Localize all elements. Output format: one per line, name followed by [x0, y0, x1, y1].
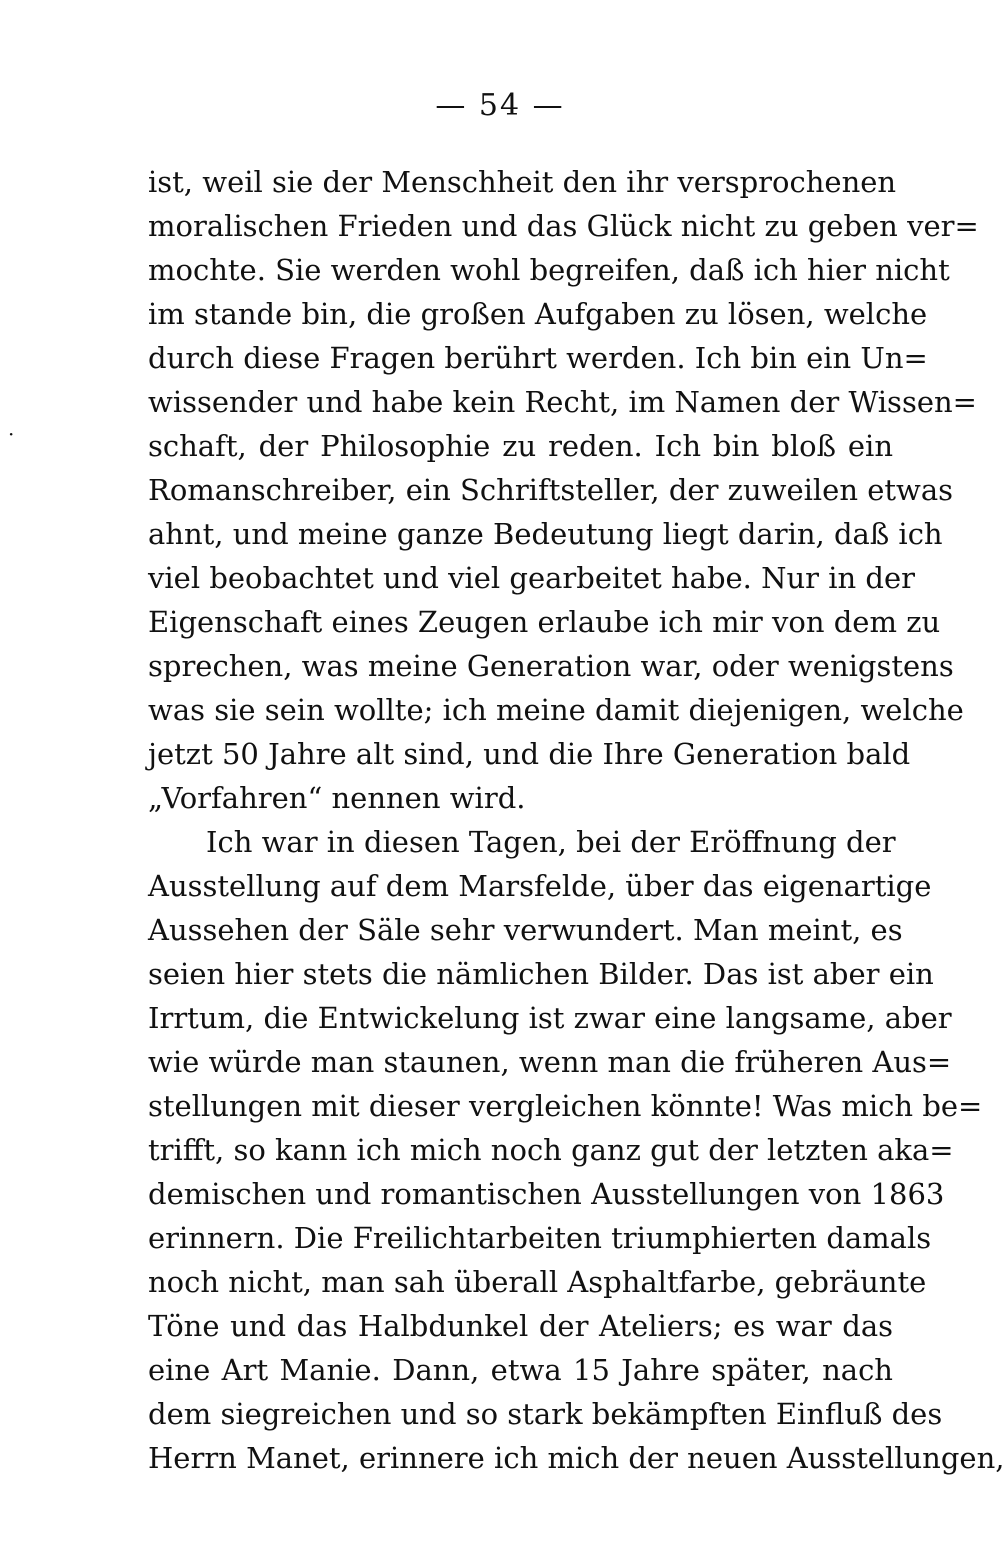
- text-line: noch nicht, man sah überall Asphaltfarbe, gebräunte: [148, 1265, 927, 1299]
- margin-mark: ·: [8, 422, 15, 446]
- text-line: viel beobachtet und viel gearbeitet habe. Nur in der: [148, 561, 915, 595]
- text-line: im stande bin, die großen Aufgaben zu lösen, welche: [148, 297, 928, 331]
- text-line: jetzt 50 Jahre alt sind, und die Ihre Generation bald: [148, 737, 911, 771]
- text-line: trifft, so kann ich mich noch ganz gut der letzten aka=: [148, 1133, 954, 1167]
- text-line: „Vorfahren“ nennen wird.: [148, 781, 526, 815]
- text-line: dem siegreichen und so stark bekämpften Einfluß des: [148, 1397, 943, 1431]
- text-line: Irrtum, die Entwickelung ist zwar eine langsame, aber: [148, 1001, 952, 1035]
- text-line: stellungen mit dieser vergleichen könnte! Was mich be=: [148, 1089, 983, 1123]
- text-line: Ausstellung auf dem Marsfelde, über das eigenartige: [148, 869, 932, 903]
- paragraph-1: [148, 160, 979, 820]
- text-line: Töne und das Halbdunkel der Ateliers; es war das: [148, 1309, 893, 1343]
- text-line: mochte. Sie werden wohl begreifen, daß ich hier nicht: [148, 253, 950, 287]
- text-line: schaft, der Philosophie zu reden. Ich bin bloß ein: [148, 429, 893, 463]
- text-line: Romanschreiber, ein Schriftsteller, der zuweilen etwas: [148, 473, 954, 507]
- text-line: ahnt, und meine ganze Bedeutung liegt darin, daß ich: [148, 517, 943, 551]
- body-text: [148, 160, 1004, 1480]
- text-line: Ich war in diesen Tagen, bei der Eröffnung der: [206, 825, 896, 859]
- text-line: was sie sein wollte; ich meine damit diejenigen, welche: [148, 693, 964, 727]
- page-number: — 54 —: [435, 88, 565, 123]
- text-line: durch diese Fragen berührt werden. Ich bin ein Un=: [148, 341, 928, 375]
- text-line: Eigenschaft eines Zeugen erlaube ich mir von dem zu: [148, 605, 941, 639]
- text-line: seien hier stets die nämlichen Bilder. Das ist aber ein: [148, 957, 934, 991]
- text-line: wie würde man staunen, wenn man die früheren Aus=: [148, 1045, 952, 1079]
- text-line: wissender und habe kein Recht, im Namen der Wissen=: [148, 385, 977, 419]
- text-line: Aussehen der Säle sehr verwundert. Man meint, es: [148, 913, 903, 947]
- text-line: eine Art Manie. Dann, etwa 15 Jahre später, nach: [148, 1353, 893, 1387]
- text-line: demischen und romantischen Ausstellungen von 1863: [148, 1177, 945, 1211]
- text-line: Herrn Manet, erinnere ich mich der neuen Ausstellungen,: [148, 1441, 1004, 1475]
- text-line: sprechen, was meine Generation war, oder wenigstens: [148, 649, 954, 683]
- paragraph-2: [148, 820, 1004, 1480]
- text-line: moralischen Frieden und das Glück nicht zu geben ver=: [148, 209, 979, 243]
- text-line: ist, weil sie der Menschheit den ihr versprochenen: [148, 165, 897, 199]
- text-line: erinnern. Die Freilichtarbeiten triumphierten damals: [148, 1221, 932, 1255]
